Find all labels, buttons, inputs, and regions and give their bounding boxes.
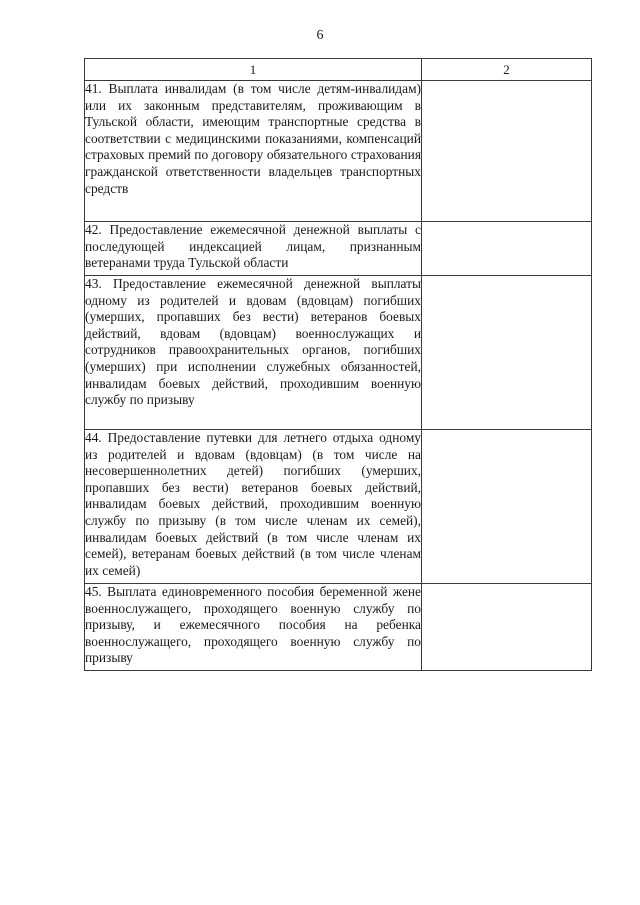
services-table xyxy=(84,58,592,671)
row-col2-44 xyxy=(422,430,592,584)
table-row xyxy=(85,81,592,222)
row-text-44: 44. Предоставление путевки для летнего отдыха одному из родителей и вдовам (вдовцам) (в том числе на несовершеннолетних детей) погибших (умерших, пропавших без вести) ветеранов боевых действий, инвалидам боевых действий, проходившим военную службу по призыву (в том числе членам их семей), инвалидам боевых действий (в том числе членам их семей), ветеранам боевых действий (в том числе членам их семей) xyxy=(85,430,422,584)
row-col2-41 xyxy=(422,81,592,222)
row-col2-45 xyxy=(422,584,592,671)
row-text-42: 42. Предоставление ежемесячной денежной выплаты с последующей индексацией лицам, признанным ветеранами труда Тульской области xyxy=(85,222,422,276)
column-header-1: 1 xyxy=(85,59,422,81)
table-row xyxy=(85,222,592,276)
row-col2-43 xyxy=(422,276,592,430)
row-text-43: 43. Предоставление ежемесячной денежной выплаты одному из родителей и вдовам (вдовцам) погибших (умерших, пропавших без вести) ветеранов боевых действий, вдовам (вдовцам) военнослужащих и сотрудников правоохранительных органов, погибших (умерших) при исполнении служебных обязанностей, инвалидам боевых действий, проходившим военную службу по призыву xyxy=(85,276,422,430)
row-text-41: 41. Выплата инвалидам (в том числе детям-инвалидам) или их законным представителям, проживающим в Тульской области, имеющим транспортные средства в соответствии с медицинскими показаниями, компенсаций страховых премий по договору обязательного страхования гражданской ответственности владельцев транспортных средств xyxy=(85,81,422,222)
row-text-45: 45. Выплата единовременного пособия беременной жене военнослужащего, проходящего военную службу по призыву, и ежемесячного пособия на ребенка военнослужащего, проходящего военную службу по призыву xyxy=(85,584,422,671)
table-row xyxy=(85,584,592,671)
column-header-2: 2 xyxy=(422,59,592,81)
table-header-row xyxy=(85,59,592,81)
table-row xyxy=(85,276,592,430)
table-row xyxy=(85,430,592,584)
page-number: 6 xyxy=(316,28,324,43)
row-col2-42 xyxy=(422,222,592,276)
